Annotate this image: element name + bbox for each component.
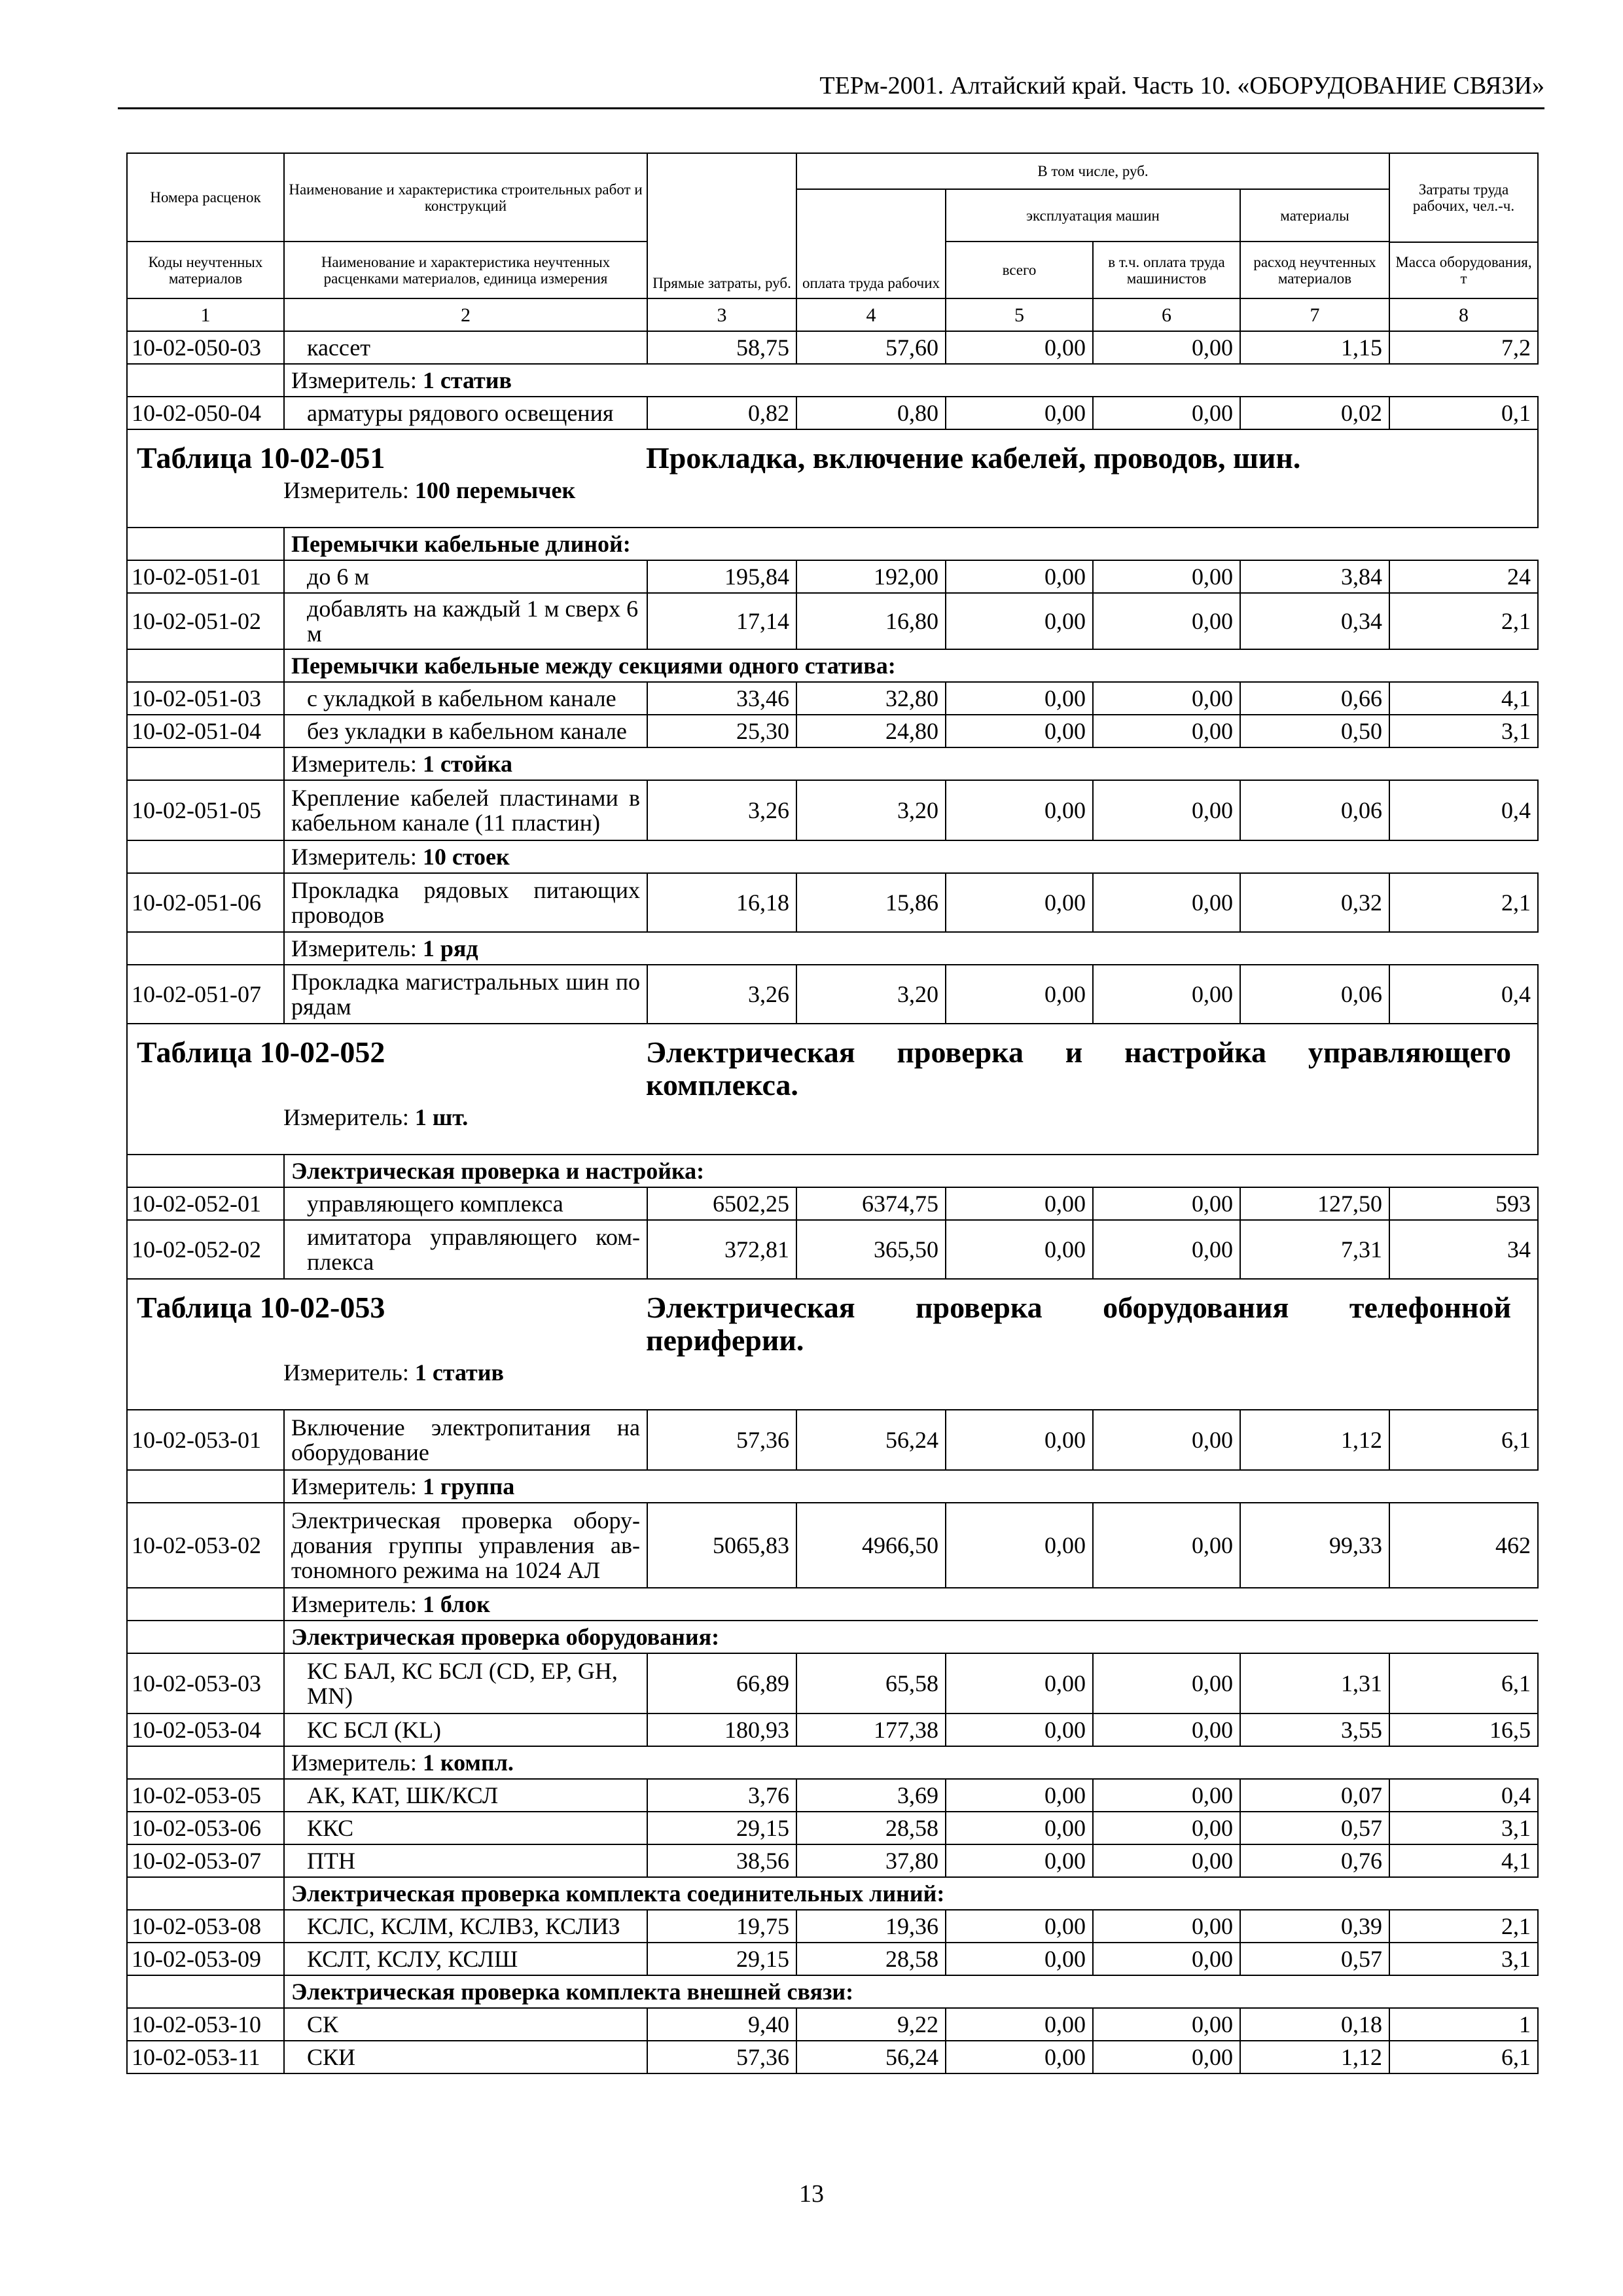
measure-label: Измеритель: (291, 1749, 417, 1776)
rate-code: 10-02-053-09 (127, 1943, 284, 1975)
materials: 127,50 (1240, 1187, 1389, 1220)
work-name: КС БСЛ (KL) (284, 1713, 647, 1746)
table-row (127, 965, 1538, 1024)
table-description: Электрическая проверка и настройка управляющего комплекса. (646, 1035, 1512, 1102)
rate-code: 10-02-053-10 (127, 2008, 284, 2041)
materials: 0,50 (1240, 715, 1389, 747)
rate-code: 10-02-053-07 (127, 1844, 284, 1877)
table-row (127, 397, 1538, 429)
workers-pay: 65,58 (796, 1653, 946, 1713)
workers-pay: 0,80 (796, 397, 946, 429)
machines-total: 0,00 (946, 2008, 1093, 2041)
machines-total: 0,00 (946, 331, 1093, 364)
work-name: ПТН (284, 1844, 647, 1877)
table-row (127, 715, 1538, 747)
workers-pay: 24,80 (796, 715, 946, 747)
header-machines: эксплуатация машин (946, 189, 1240, 242)
direct-costs: 57,36 (647, 1410, 796, 1470)
materials: 1,12 (1240, 1410, 1389, 1470)
mass: 3,1 (1389, 1812, 1538, 1844)
direct-costs: 195,84 (647, 560, 796, 593)
table-row (127, 1943, 1538, 1975)
table-row (127, 1220, 1538, 1279)
table-row (127, 1844, 1538, 1877)
measure-unit: 1 статив (414, 1359, 504, 1386)
machines-total: 0,00 (946, 2041, 1093, 2073)
operators-pay: 0,00 (1093, 715, 1240, 747)
running-header: ТЕРм-2001. Алтайский край. Часть 10. «ОБОРУДОВАНИЕ СВЯЗИ» (118, 71, 1544, 109)
machines-total: 0,00 (946, 593, 1093, 649)
table-row (127, 1653, 1538, 1713)
workers-pay: 3,69 (796, 1779, 946, 1812)
table-row (127, 1812, 1538, 1844)
machines-total: 0,00 (946, 397, 1093, 429)
mass: 3,1 (1389, 1943, 1538, 1975)
machines-total: 0,00 (946, 1943, 1093, 1975)
work-name: АК, КАТ, ШК/КСЛ (284, 1779, 647, 1812)
operators-pay: 0,00 (1093, 1187, 1240, 1220)
work-name: имитатора управляющего комплекса (284, 1220, 647, 1279)
header-including: В том числе, руб. (796, 153, 1389, 189)
table-title-row (127, 1279, 1538, 1410)
machines-total: 0,00 (946, 560, 1093, 593)
materials: 1,15 (1240, 331, 1389, 364)
measure-unit: 1 ряд (422, 935, 478, 961)
table-number: Таблица 10-02-052 (137, 1035, 385, 1069)
header-labor-costs: Затраты труда рабочих, чел.-ч. (1389, 153, 1538, 242)
header-direct-costs: Прямые затраты, руб. (647, 153, 796, 298)
machines-total: 0,00 (946, 1910, 1093, 1943)
measure-row (127, 1470, 1538, 1503)
mass: 7,2 (1389, 331, 1538, 364)
work-name: Крепление кабелей пластинами в кабельном канале (11 пластин) (284, 780, 647, 840)
measure-unit: 1 стойка (422, 751, 512, 777)
materials: 0,07 (1240, 1779, 1389, 1812)
workers-pay: 28,58 (796, 1812, 946, 1844)
group-caption: Электрическая проверка оборудования: (284, 1621, 1538, 1653)
col-num: 7 (1240, 298, 1389, 331)
work-name: арматуры рядового освещения (284, 397, 647, 429)
workers-pay: 6374,75 (796, 1187, 946, 1220)
mass: 2,1 (1389, 873, 1538, 932)
machines-total: 0,00 (946, 1410, 1093, 1470)
page-number: 13 (799, 2180, 824, 2208)
materials: 99,33 (1240, 1503, 1389, 1588)
machines-total: 0,00 (946, 682, 1093, 715)
workers-pay: 3,20 (796, 780, 946, 840)
mass: 2,1 (1389, 1910, 1538, 1943)
table-row (127, 1187, 1538, 1220)
machines-total: 0,00 (946, 1187, 1093, 1220)
direct-costs: 58,75 (647, 331, 796, 364)
machines-total: 0,00 (946, 1653, 1093, 1713)
mass: 6,1 (1389, 2041, 1538, 2073)
header-unaccounted-names: Наименование и характеристика неучтенных расценками материалов, единица измерения (284, 242, 647, 298)
rate-code: 10-02-051-04 (127, 715, 284, 747)
header-materials: материалы (1240, 189, 1389, 242)
work-name: добавлять на каждый 1 м сверх 6 м (284, 593, 647, 649)
mass: 0,4 (1389, 1779, 1538, 1812)
operators-pay: 0,00 (1093, 1410, 1240, 1470)
group-caption: Электрическая проверка комплекта соединительных линий: (284, 1877, 1538, 1910)
group-row (127, 528, 1538, 560)
table-header (127, 153, 1538, 331)
machines-total: 0,00 (946, 715, 1093, 747)
measure-label: Измеритель: (291, 935, 417, 961)
rate-code: 10-02-051-06 (127, 873, 284, 932)
table-body (127, 331, 1538, 2073)
workers-pay: 32,80 (796, 682, 946, 715)
group-row (127, 1621, 1538, 1653)
workers-pay: 16,80 (796, 593, 946, 649)
group-row (127, 1155, 1538, 1187)
mass: 6,1 (1389, 1410, 1538, 1470)
measure-unit: 10 стоек (422, 844, 510, 870)
work-name: КСЛТ, КСЛУ, КСЛШ (284, 1943, 647, 1975)
work-name: ККС (284, 1812, 647, 1844)
work-name: Прокладка магистральных шин по рядам (284, 965, 647, 1024)
table-row (127, 2041, 1538, 2073)
mass: 2,1 (1389, 593, 1538, 649)
operators-pay: 0,00 (1093, 560, 1240, 593)
mass: 0,4 (1389, 965, 1538, 1024)
header-machines-total: всего (946, 242, 1093, 298)
mass: 462 (1389, 1503, 1538, 1588)
table-row (127, 593, 1538, 649)
operators-pay: 0,00 (1093, 2008, 1240, 2041)
table-row (127, 1910, 1538, 1943)
rate-code: 10-02-051-02 (127, 593, 284, 649)
rate-code: 10-02-053-05 (127, 1779, 284, 1812)
operators-pay: 0,00 (1093, 682, 1240, 715)
measure-unit: 1 группа (422, 1473, 515, 1499)
workers-pay: 192,00 (796, 560, 946, 593)
table-row (127, 873, 1538, 932)
mass: 3,1 (1389, 715, 1538, 747)
direct-costs: 33,46 (647, 682, 796, 715)
header-equipment-mass: Масса оборудования, т (1389, 242, 1538, 298)
measure-label: Измеритель: (283, 1359, 409, 1386)
operators-pay: 0,00 (1093, 873, 1240, 932)
mass: 4,1 (1389, 1844, 1538, 1877)
machines-total: 0,00 (946, 1812, 1093, 1844)
mass: 1 (1389, 2008, 1538, 2041)
workers-pay: 56,24 (796, 2041, 946, 2073)
measure-label: Измеритель: (291, 751, 417, 777)
operators-pay: 0,00 (1093, 331, 1240, 364)
measure-label: Измеритель: (291, 844, 417, 870)
operators-pay: 0,00 (1093, 1713, 1240, 1746)
direct-costs: 0,82 (647, 397, 796, 429)
rate-code: 10-02-052-02 (127, 1220, 284, 1279)
measure-row (127, 364, 1538, 397)
materials: 1,12 (1240, 2041, 1389, 2073)
materials: 0,34 (1240, 593, 1389, 649)
workers-pay: 57,60 (796, 331, 946, 364)
direct-costs: 9,40 (647, 2008, 796, 2041)
operators-pay: 0,00 (1093, 1812, 1240, 1844)
materials: 0,18 (1240, 2008, 1389, 2041)
direct-costs: 16,18 (647, 873, 796, 932)
workers-pay: 177,38 (796, 1713, 946, 1746)
operators-pay: 0,00 (1093, 1779, 1240, 1812)
direct-costs: 6502,25 (647, 1187, 796, 1220)
rate-code: 10-02-053-06 (127, 1812, 284, 1844)
workers-pay: 37,80 (796, 1844, 946, 1877)
measure-unit: 1 статив (422, 367, 512, 393)
measure-row (127, 840, 1538, 873)
header-work-name: Наименование и характеристика строительных работ и конструкций (284, 153, 647, 242)
rate-code: 10-02-053-03 (127, 1653, 284, 1713)
work-name: СК (284, 2008, 647, 2041)
work-name: Включение электропитания на оборудование (284, 1410, 647, 1470)
operators-pay: 0,00 (1093, 397, 1240, 429)
workers-pay: 19,36 (796, 1910, 946, 1943)
operators-pay: 0,00 (1093, 965, 1240, 1024)
workers-pay: 28,58 (796, 1943, 946, 1975)
work-name: СКИ (284, 2041, 647, 2073)
rate-code: 10-02-051-01 (127, 560, 284, 593)
header-workers-pay: оплата труда рабочих (796, 189, 946, 298)
direct-costs: 17,14 (647, 593, 796, 649)
rate-code: 10-02-053-11 (127, 2041, 284, 2073)
direct-costs: 57,36 (647, 2041, 796, 2073)
measure-row (127, 1588, 1538, 1621)
direct-costs: 180,93 (647, 1713, 796, 1746)
work-name: КСЛС, КСЛМ, КСЛВЗ, КСЛИЗ (284, 1910, 647, 1943)
col-num: 3 (647, 298, 796, 331)
workers-pay: 4966,50 (796, 1503, 946, 1588)
table-row (127, 331, 1538, 364)
materials: 0,02 (1240, 397, 1389, 429)
table-row (127, 682, 1538, 715)
workers-pay: 3,20 (796, 965, 946, 1024)
table-row (127, 1713, 1538, 1746)
header-unaccounted-codes: Коды неучтенных материалов (127, 242, 284, 298)
measure-unit: 100 перемычек (414, 477, 576, 503)
materials: 3,84 (1240, 560, 1389, 593)
workers-pay: 9,22 (796, 2008, 946, 2041)
operators-pay: 0,00 (1093, 1503, 1240, 1588)
work-name: управляющего комплекса (284, 1187, 647, 1220)
mass: 593 (1389, 1187, 1538, 1220)
header-rate-numbers: Номера расценок (127, 153, 284, 242)
table-number: Таблица 10-02-053 (137, 1291, 385, 1324)
materials: 0,06 (1240, 965, 1389, 1024)
machines-total: 0,00 (946, 965, 1093, 1024)
measure-unit: 1 блок (422, 1591, 490, 1617)
mass: 0,1 (1389, 397, 1538, 429)
workers-pay: 15,86 (796, 873, 946, 932)
table-title-row (127, 1024, 1538, 1155)
mass: 4,1 (1389, 682, 1538, 715)
measure-label: Измеритель: (291, 367, 417, 393)
operators-pay: 0,00 (1093, 1653, 1240, 1713)
rate-code: 10-02-053-01 (127, 1410, 284, 1470)
col-num: 8 (1389, 298, 1538, 331)
rate-code: 10-02-051-05 (127, 780, 284, 840)
rate-code: 10-02-051-07 (127, 965, 284, 1024)
mass: 0,4 (1389, 780, 1538, 840)
rate-code: 10-02-050-04 (127, 397, 284, 429)
materials: 3,55 (1240, 1713, 1389, 1746)
direct-costs: 5065,83 (647, 1503, 796, 1588)
col-num: 2 (284, 298, 647, 331)
rate-code: 10-02-053-08 (127, 1910, 284, 1943)
mass: 16,5 (1389, 1713, 1538, 1746)
machines-total: 0,00 (946, 1713, 1093, 1746)
table-title-row (127, 429, 1538, 528)
direct-costs: 25,30 (647, 715, 796, 747)
table-description: Электрическая проверка оборудования телефонной периферии. (646, 1291, 1512, 1357)
direct-costs: 3,26 (647, 780, 796, 840)
table-number: Таблица 10-02-051 (137, 441, 385, 475)
group-caption: Электрическая проверка комплекта внешней связи: (284, 1975, 1538, 2008)
direct-costs: 372,81 (647, 1220, 796, 1279)
table-row (127, 560, 1538, 593)
operators-pay: 0,00 (1093, 780, 1240, 840)
rate-code: 10-02-053-04 (127, 1713, 284, 1746)
mass: 24 (1389, 560, 1538, 593)
col-num: 1 (127, 298, 284, 331)
work-name: Электрическая проверка оборудования группы управления автономного режима на 1024 АЛ (284, 1503, 647, 1588)
group-caption: Перемычки кабельные между секциями одного статива: (284, 649, 1538, 682)
rate-code: 10-02-050-03 (127, 331, 284, 364)
group-row (127, 649, 1538, 682)
operators-pay: 0,00 (1093, 593, 1240, 649)
rate-code: 10-02-052-01 (127, 1187, 284, 1220)
col-num: 4 (796, 298, 946, 331)
operators-pay: 0,00 (1093, 2041, 1240, 2073)
machines-total: 0,00 (946, 873, 1093, 932)
work-name: Прокладка рядовых питающих проводов (284, 873, 647, 932)
group-caption: Электрическая проверка и настройка: (284, 1155, 1538, 1187)
rate-code: 10-02-053-02 (127, 1503, 284, 1588)
machines-total: 0,00 (946, 1220, 1093, 1279)
measure-label: Измеритель: (291, 1591, 417, 1617)
work-name: КС БАЛ, КС БСЛ (CD, EP, GH, MN) (284, 1653, 647, 1713)
machines-total: 0,00 (946, 780, 1093, 840)
table-row (127, 1410, 1538, 1470)
table-row (127, 780, 1538, 840)
machines-total: 0,00 (946, 1844, 1093, 1877)
direct-costs: 38,56 (647, 1844, 796, 1877)
work-name: кассет (284, 331, 647, 364)
materials: 0,66 (1240, 682, 1389, 715)
measure-label: Измеритель: (283, 477, 409, 503)
direct-costs: 66,89 (647, 1653, 796, 1713)
group-caption: Перемычки кабельные длиной: (284, 528, 1538, 560)
rates-table (126, 152, 1539, 2074)
group-row (127, 1975, 1538, 2008)
work-name: с укладкой в кабельном канале (284, 682, 647, 715)
materials: 0,57 (1240, 1812, 1389, 1844)
workers-pay: 365,50 (796, 1220, 946, 1279)
table-row (127, 2008, 1538, 2041)
mass: 34 (1389, 1220, 1538, 1279)
measure-unit: 1 шт. (414, 1104, 469, 1130)
operators-pay: 0,00 (1093, 1943, 1240, 1975)
operators-pay: 0,00 (1093, 1844, 1240, 1877)
measure-label: Измеритель: (283, 1104, 409, 1130)
measure-unit: 1 компл. (422, 1749, 514, 1776)
direct-costs: 19,75 (647, 1910, 796, 1943)
mass: 6,1 (1389, 1653, 1538, 1713)
materials: 0,57 (1240, 1943, 1389, 1975)
operators-pay: 0,00 (1093, 1910, 1240, 1943)
table-row (127, 1503, 1538, 1588)
measure-label: Измеритель: (291, 1473, 417, 1499)
work-name: до 6 м (284, 560, 647, 593)
table-row (127, 1779, 1538, 1812)
rate-code: 10-02-051-03 (127, 682, 284, 715)
measure-row (127, 1746, 1538, 1779)
group-row (127, 1877, 1538, 1910)
header-operators-pay: в т.ч. оплата труда машинистов (1093, 242, 1240, 298)
table-description: Прокладка, включение кабелей, проводов, шин. (646, 441, 1301, 475)
machines-total: 0,00 (946, 1503, 1093, 1588)
col-num: 6 (1093, 298, 1240, 331)
work-name: без укладки в кабельном канале (284, 715, 647, 747)
measure-row (127, 747, 1538, 780)
direct-costs: 3,76 (647, 1779, 796, 1812)
materials: 0,32 (1240, 873, 1389, 932)
machines-total: 0,00 (946, 1779, 1093, 1812)
operators-pay: 0,00 (1093, 1220, 1240, 1279)
materials: 0,39 (1240, 1910, 1389, 1943)
direct-costs: 29,15 (647, 1943, 796, 1975)
direct-costs: 29,15 (647, 1812, 796, 1844)
col-num: 5 (946, 298, 1093, 331)
direct-costs: 3,26 (647, 965, 796, 1024)
workers-pay: 56,24 (796, 1410, 946, 1470)
header-material-usage: расход неучтенных материалов (1240, 242, 1389, 298)
materials: 0,06 (1240, 780, 1389, 840)
materials: 1,31 (1240, 1653, 1389, 1713)
materials: 7,31 (1240, 1220, 1389, 1279)
materials: 0,76 (1240, 1844, 1389, 1877)
measure-row (127, 932, 1538, 965)
